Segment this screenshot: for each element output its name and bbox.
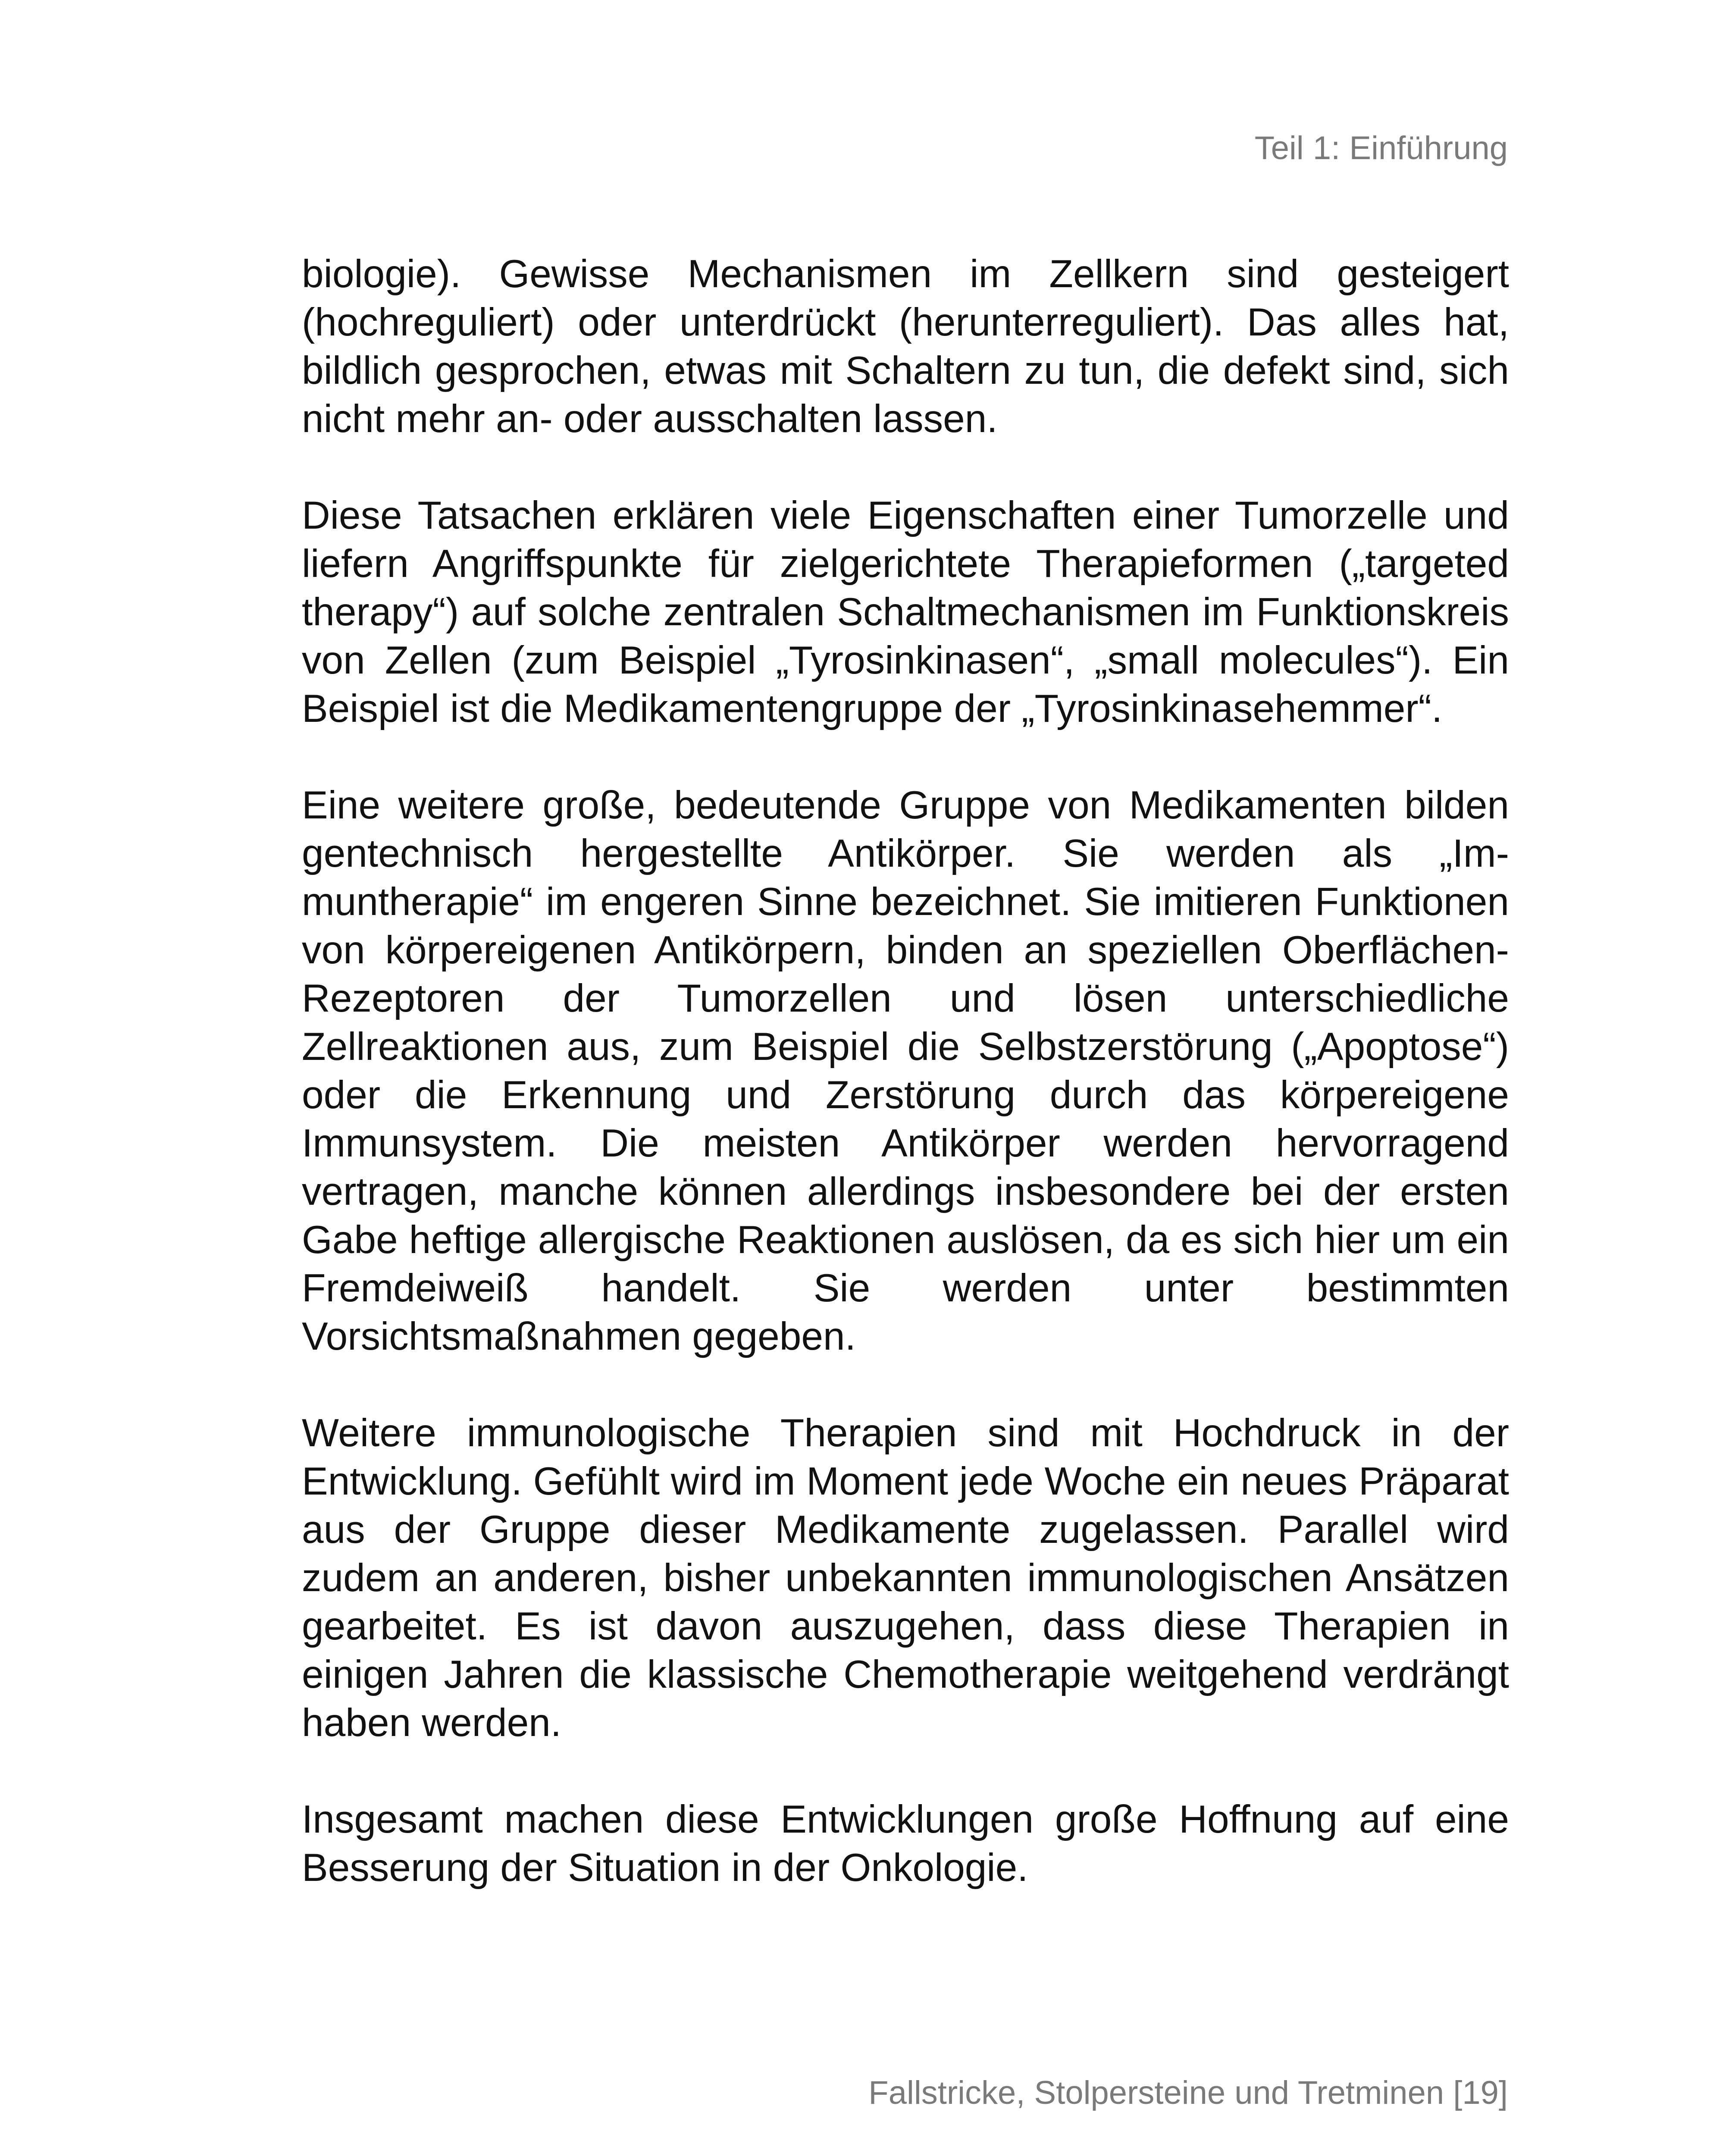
paragraph: Eine weitere große, bedeutende Gruppe von Medikamenten bilden gentechnisch hergestellte Antikörper. Sie werden als „Immuntherapie“ im engeren Sinne bezeichnet. Sie imitieren Funktionen von körpereigenen Antikörpern, binden an speziellen Oberflächen-Rezeptoren der Tumorzellen und lösen unterschiedliche Zellreaktionen aus, zum Beispiel die Selbstzerstörung („Apoptose“) oder die Erkennung und Zerstörung durch das körpereigene Immunsystem. Die meisten Antikörper werden hervorragend vertragen, manche können allerdings insbesondere bei der ersten Gabe heftige allergische Reaktionen auslösen, da es sich hier um ein Fremdeiweiß handelt. Sie werden unter bestimmten Vorsichtsmaßnahmen gegeben. [302,783,1509,1358]
body-text [302,250,1509,1892]
paragraph: Insgesamt machen diese Entwicklungen große Hoffnung auf eine Besserung der Situation in der Onkologie. [302,1798,1509,1890]
running-header: Teil 1: Einführung [1254,130,1508,166]
paragraph: Diese Tatsachen erklären viele Eigenschaften einer Tumorzelle und liefern Angriffspunkte für zielgerichtete Therapieformen („targeted therapy“) auf solche zentralen Schaltmechanismen im Funktionskreis von Zellen (zum Beispiel „Tyrosinkinasen“, „small molecules“). Ein Beispiel ist die Medikamentengruppe der „Tyrosinkinasehemmer“. [302,494,1509,730]
paragraph: Weitere immunologische Therapien sind mit Hochdruck in der Entwicklung. Gefühlt wird im Moment jede Woche ein neues Präparat aus der Gruppe dieser Medikamente zugelassen. Parallel wird zudem an anderen, bisher unbekannten immunologischen Ansätzen gearbeitet. Es ist davon auszugehen, dass diese Therapien in einigen Jahren die klassische Chemotherapie weitgehend verdrängt haben werden. [302,1411,1509,1745]
paragraph: biologie). Gewisse Mechanismen im Zellkern sind gesteigert (hochreguliert) oder unterdrückt (herunterreguliert). Das alles hat, bildlich gesprochen, etwas mit Schaltern zu tun, die defekt sind, sich nicht mehr an- oder ausschalten lassen. [302,252,1509,441]
running-footer: Fallstricke, Stolpersteine und Tretminen [19] [868,2075,1508,2111]
